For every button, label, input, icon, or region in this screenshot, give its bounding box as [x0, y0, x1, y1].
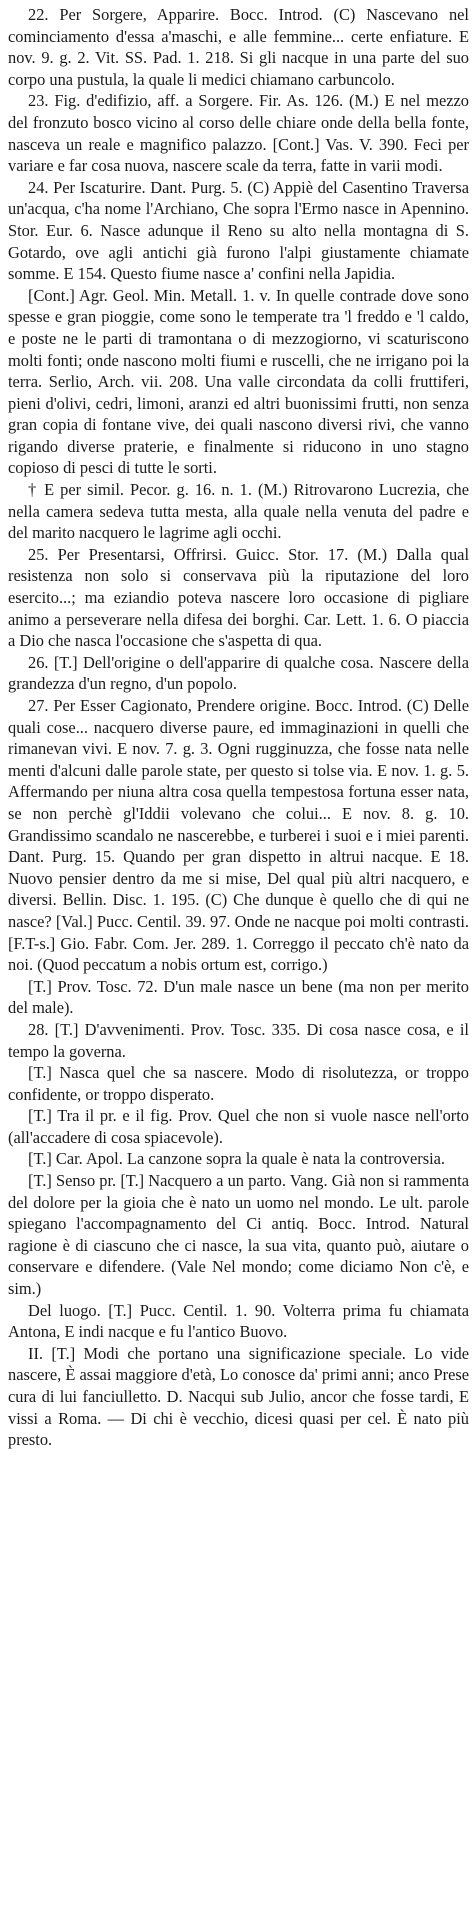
entry-paragraph-28-risolutezza: [T.] Nasca quel che sa nascere. Modo di risolutezza, or troppo confidente, or troppo disperato. [8, 1063, 469, 1104]
entry-paragraph-24-simil: † E per simil. Pecor. g. 16. n. 1. (M.) Ritrovarono Lucrezia, che nella camera sedeva tutta mesta, alla quale nella venuta del padre e del marito nacquero le lagrime agli occhi. [8, 480, 469, 543]
entry-paragraph-del-luogo: Del luogo. [T.] Pucc. Centil. 1. 90. Volterra prima fu chiamata Antona, E indi nacque e fu l'antico Buovo. [8, 1300, 469, 1342]
entry-paragraph-senso-proprio: [T.] Senso pr. [T.] Nacquero a un parto. Vang. Già non si rammenta del dolore per la gioia che è nato un uomo nel mondo. Le ult. parole spiegano l'accompagnamento del Ci antiq. Bocc. Introd. Natural ragione è di ciascuno che ci nasce, la sua vita, quanto può, aiutare o conservare e difendere. (Vale Nel mondo; come diciamo Non c'è, e sim.) [8, 1171, 469, 1299]
entry-paragraph-22: 22. Per Sorgere, Apparire. Bocc. Introd. (C) Nascevano nel cominciamento d'essa a'maschi, e alle femmine... certe enfiature. E nov. 9. g. 2. Vit. SS. Pad. 1. 218. Si gli nacque in una parte del suo corpo una pustula, la quale li medici chiamano carbuncolo. [8, 5, 469, 89]
entry-paragraph-28-orto: [T.] Tra il pr. e il fig. Prov. Quel che non si vuole nasce nell'orto (all'accadere di cosa spiacevole). [8, 1106, 469, 1147]
entry-paragraph-23: 23. Fig. d'edifizio, aff. a Sorgere. Fir. As. 126. (M.) E nel mezzo del fronzuto bosco vicino al corso delle chiare onde della bella fonte, nasceva un reale e magnifico palazzo. [Cont.] Vas. V. 390. Feci per variare e far cosa nuova, nascere scale da terra, fatte in varii modi. [8, 91, 469, 176]
entry-paragraph-27: 27. Per Esser Cagionato, Prendere origine. Bocc. Introd. (C) Delle quali cose... nacquero diverse paure, ed immaginazioni in quelli che rimanevan vivi. E nov. 7. g. 3. Ogni rugginuzza, che fosse nata nelle menti d'alcuni dalle parole state, per questo si tolse via. E nov. 1. g. 5. Affermando per niuna altra cosa quella tempestosa fortuna esser nata, se non perchè gl'Iddii volevano che colui... E nov. 8. g. 10. Grandissimo scandalo ne nascerebbe, e turberei i suoi e i miei parenti. Dant. Purg. 15. Quando per gran dispetto in altrui nacque. E 18. Nuovo pensier dentro da me si mise, Del qual più altri nacquero, e diversi. Bellin. Disc. 1. 195. (C) Che dunque è quello che di qui ne nasce? [Val.] Pucc. Centil. 39. 97. Onde ne nacque poi molti contrasti. [F.T-s.] Gio. Fabr. Com. Jer. 289. 1. Correggo il peccato ch'è nato da noi. (Quod peccatum a nobis ortum est, corrigo.) [8, 696, 469, 975]
entry-paragraph-26: 26. [T.] Dell'origine o dell'apparire di qualche cosa. Nascere della grandezza d'un regno, d'un popolo. [8, 652, 469, 694]
entry-paragraph-28: 28. [T.] D'avvenimenti. Prov. Tosc. 335. Di cosa nasce cosa, e il tempo la governa. [8, 1019, 469, 1061]
entry-paragraph-24: 24. Per Iscaturire. Dant. Purg. 5. (C) Appiè del Casentino Traversa un'acqua, c'ha nome l'Archiano, Che sopra l'Ermo nasce in Apennino. Stor. Eur. 6. Nasce adunque il Reno su alto nella montagna di S. Gotardo, ove agli antichi già furono l'alpi giustamente chiamate somme. E 154. Questo fiume nasce a' confini nella Japidia. [8, 177, 469, 284]
entry-paragraph-II: II. [T.] Modi che portano una significazione speciale. Lo vide nascere, È assai maggiore d'età, Lo conosce da' primi anni; anco Prese cura di lui fanciulletto. D. Nacqui sub Julio, ancor che fosse tardi, E vissi a Roma. — Di chi è vecchio, dicesi quasi per cel. È nato più presto. [8, 1343, 469, 1450]
entry-paragraph-27-proverb: [T.] Prov. Tosc. 72. D'un male nasce un bene (ma non per merito del male). [8, 976, 469, 1018]
entry-paragraph-24-cont: [Cont.] Agr. Geol. Min. Metall. 1. v. In quelle contrade dove sono spesse e gran pioggie, come sono le temperate tra 'l freddo e 'l caldo, e poste ne le parti di tramontana o di mezzogiorno, vi scaturiscono molti fonti; onde nascono molti fiumi e ruscelli, che ne irrigano poi la terra. Serlio, Arch. vii. 208. Una valle circondata da colli fruttiferi, pieni d'olivi, cedri, limoni, aranzi ed altri buonissimi frutti, non senza gran copia di fontane vive, dei quali nascono diversi rivi, che vanno rigando diverse praterie, e finalmente si riducono in uno stagno copioso di pesci di tutte le sorti. [8, 285, 469, 478]
entry-paragraph-25: 25. Per Presentarsi, Offrirsi. Guicc. Stor. 17. (M.) Dalla qual resistenza non solo si conservava più la riputazione del loro esercito...; ma eziandio poteva nascere loro occasione di pigliare animo a perseverare nella difesa dei borghi. Car. Lett. 1. 6. O piaccia a Dio che nasca l'occasione che s'aspetta di qua. [8, 544, 469, 651]
entry-paragraph-28-controversia: [T.] Car. Apol. La canzone sopra la quale è nata la controversia. [28, 1149, 446, 1169]
